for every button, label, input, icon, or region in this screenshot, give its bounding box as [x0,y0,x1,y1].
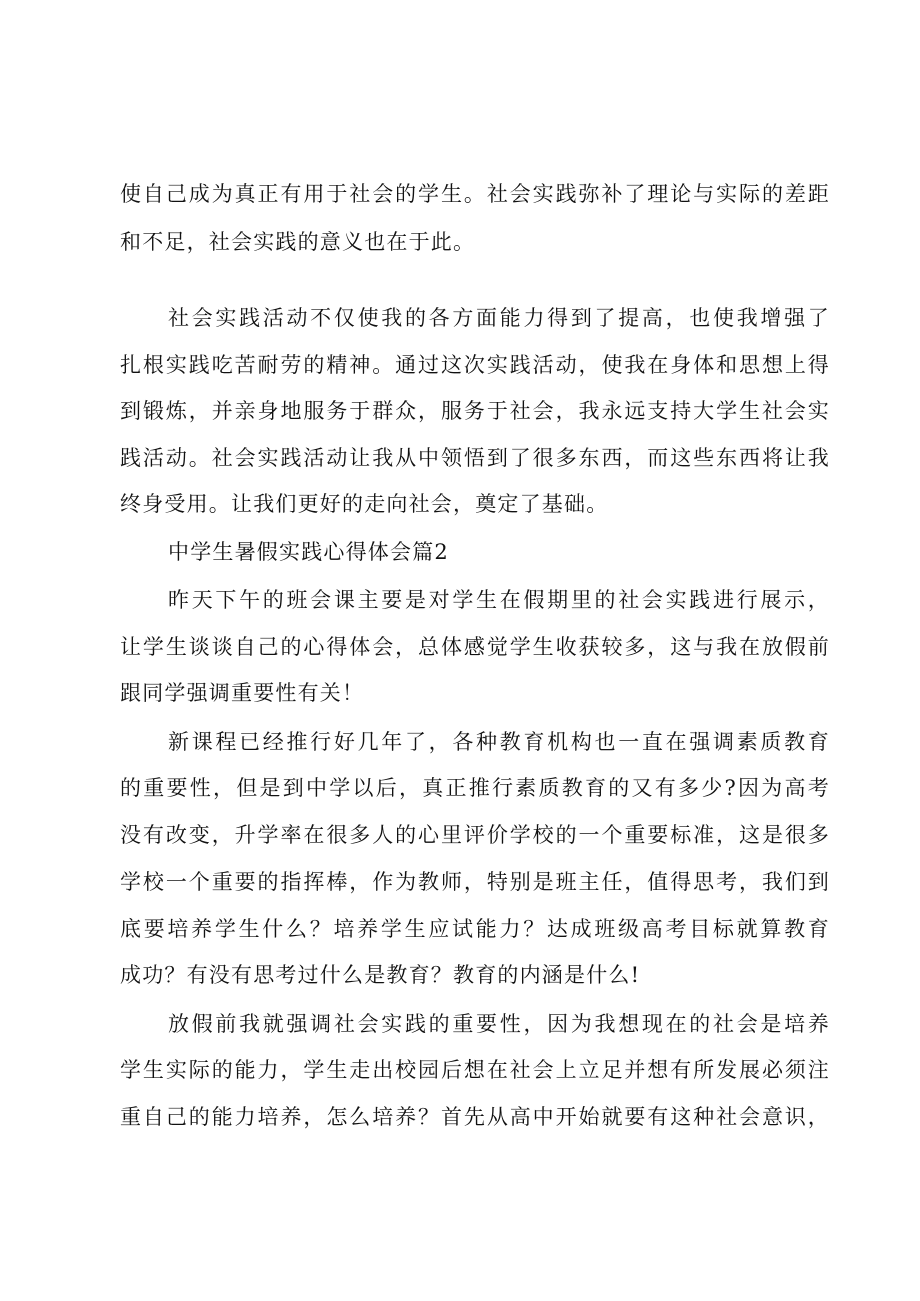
paragraph-line: 放假前我就强调社会实践的重要性，因为我想现在的社会是培养 [168,1012,830,1036]
paragraph-line: 昨天下午的班会课主要是对学生在假期里的社会实践进行展示， [168,588,830,612]
paragraph-line: 和不足，社会实践的意义也在于此。 [120,230,476,254]
paragraph-line: 重自己的能力培养，怎么培养？首先从高中开始就要有这种社会意识， [120,1105,830,1129]
paragraph-line: 让学生谈谈自己的心得体会，总体感觉学生收获较多，这与我在放假前 [120,635,830,659]
paragraph-line: 成功？有没有思考过什么是教育？教育的内涵是什么! [120,963,641,987]
paragraph-line: 跟同学强调重要性有关！ [120,681,365,705]
paragraph-line: 使自己成为真正有用于社会的学生。社会实践弥补了理论与实际的差距 [120,182,830,206]
paragraph-line: 的重要性，但是到中学以后，真正推行素质教育的又有多少?因为高考 [120,776,830,800]
paragraph-line: 社会实践活动不仅使我的各方面能力得到了提高，也使我增强了 [168,306,830,330]
paragraph-line: 终身受用。让我们更好的走向社会，奠定了基础。 [120,492,609,516]
paragraph-line: 学校一个重要的指挥棒，作为教师，特别是班主任，值得思考，我们到 [120,870,830,894]
paragraph-line: 没有改变，升学率在很多人的心里评价学校的一个重要标准，这是很多 [120,823,830,847]
paragraph-line: 底要培养学生什么？培养学生应试能力？达成班级高考目标就算教育 [120,917,830,941]
paragraph-line: 扎根实践吃苦耐劳的精神。通过这次实践活动，使我在身体和思想上得 [120,353,830,377]
paragraph-line: 学生实际的能力，学生走出校园后想在社会上立足并想有所发展必须注 [120,1058,830,1082]
section-heading: 中学生暑假实践心得体会篇2 [168,540,449,564]
paragraph-line: 践活动。社会实践活动让我从中领悟到了很多东西，而这些东西将让我 [120,446,830,470]
paragraph-line: 新课程已经推行好几年了，各种教育机构也一直在强调素质教育 [168,730,830,754]
paragraph-line: 到锻炼，并亲身地服务于群众，服务于社会，我永远支持大学生社会实 [120,399,830,423]
